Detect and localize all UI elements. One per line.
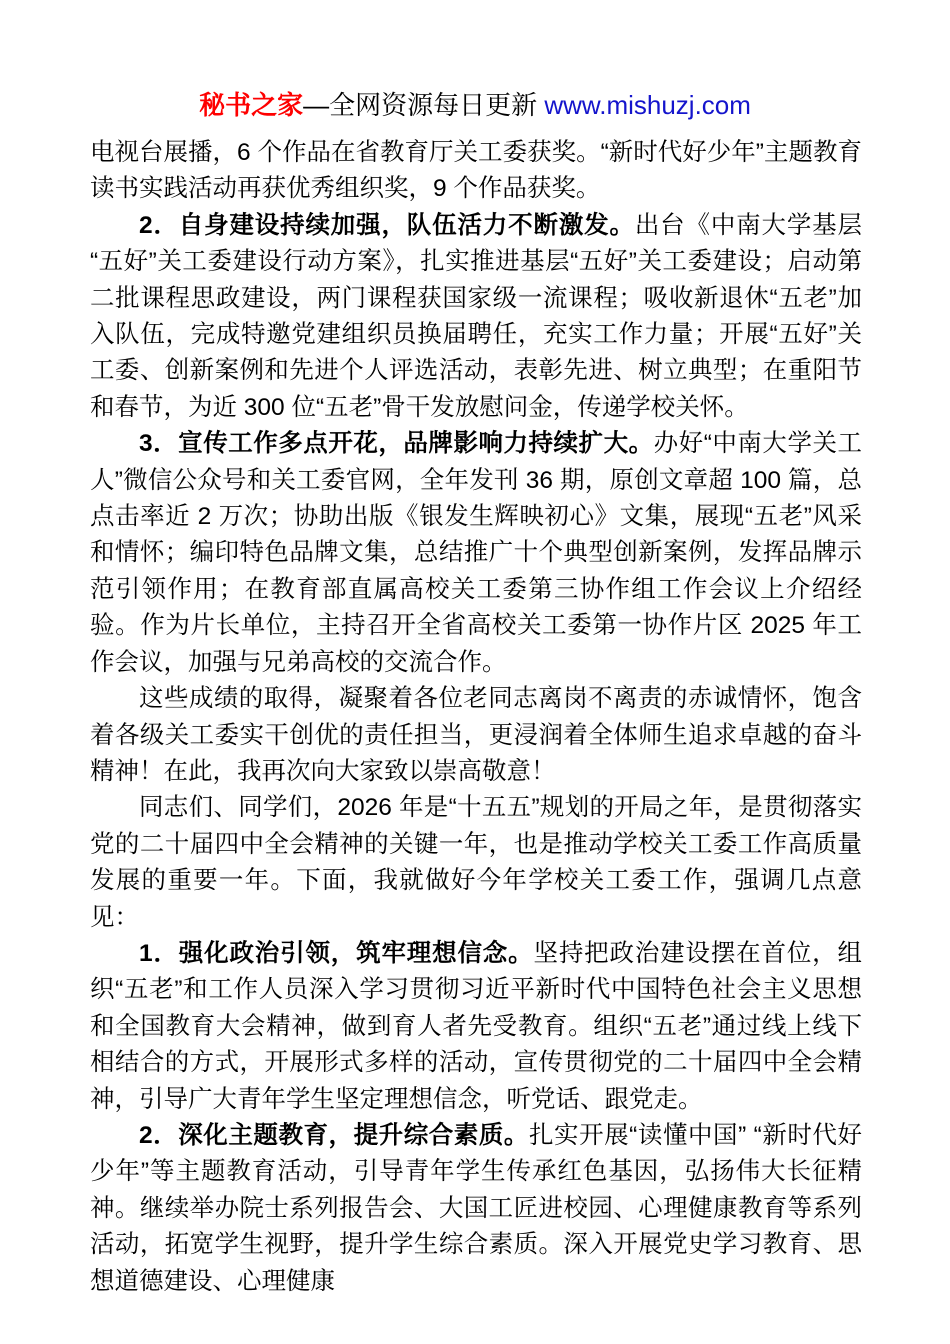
site-tagline: —全网资源每日更新 bbox=[303, 90, 545, 120]
paragraph-text: 扎实开展“读懂中国” “新时代好少年”等主题教育活动，引导青年学生传承红色基因，弘扬伟大长征精神。继续举办院士系列报告会、大国工匠进校园、心理健康教育等系列活动，拓宽学生视野，提升学生综合素质。深入开展党史学习教育、思想道德建设、心理健康 bbox=[90, 1121, 862, 1295]
paragraph-transition bbox=[90, 790, 862, 936]
site-header bbox=[0, 0, 950, 124]
paragraph-text: 同志们、同学们，2026 年是“十五五”规划的开局之年，是贯彻落实党的二十届四中全会精神的关键一年，也是推动学校关工委工作高质量发展的重要一年。下面，我就做好今年学校关工委工作，强调几点意见： bbox=[90, 794, 862, 931]
paragraph-text: 电视台展播，6 个作品在省教育厅关工委获奖。“新时代好少年”主题教育读书实践活动再获优秀组织奖，9 个作品获奖。 bbox=[90, 139, 862, 203]
site-url-link[interactable]: www.mishuzj.com bbox=[544, 90, 751, 120]
paragraph-self-building bbox=[90, 208, 862, 426]
paragraph-heading: 3．宣传工作多点开花，品牌影响力持续扩大。 bbox=[139, 430, 654, 458]
paragraph-heading: 1．强化政治引领，筑牢理想信念。 bbox=[139, 939, 534, 967]
paragraph-political-guidance bbox=[90, 936, 862, 1118]
paragraph-heading: 2．深化主题教育，提升综合素质。 bbox=[139, 1121, 529, 1149]
site-brand: 秘书之家 bbox=[199, 90, 304, 120]
paragraph-publicity bbox=[90, 426, 862, 681]
paragraph-text: 出台《中南大学基层“五好”关工委建设行动方案》，扎实推进基层“五好”关工委建设；启动第二批课程思政建设，两门课程获国家级一流课程；吸收新退休“五老”加入队伍，完成特邀党建组织员换届聘任，充实工作力量；开展“五好”关工委、创新案例和先进个人评选活动，表彰先进、树立典型；在重阳节和春节，为近 300 位“五老”骨干发放慰问金，传递学校关怀。 bbox=[90, 211, 863, 421]
paragraph-text: 办好“中南大学关工人”微信公众号和关工委官网，全年发刊 36 期，原创文章超 100 篇，总点击率近 2 万次；协助出版《银发生辉映初心》文集，展现“五老”风采和情怀；编印特色品牌文集，总结推广十个典型创新案例，发挥品牌示范引领作用；在教育部直属高校关工委第三协作组工作会议上介绍经验。作为片长单位，主持召开全省高校关工委第一协作片区 2025 年工作会议，加强与兄弟高校的交流合作。 bbox=[90, 430, 862, 676]
paragraph-heading: 2．自身建设持续加强，队伍活力不断激发。 bbox=[139, 211, 635, 239]
paragraph-text: 坚持把政治建设摆在首位，组织“五老”和工作人员深入学习贯彻习近平新时代中国特色社会主义思想和全国教育大会精神，做到育人者先受教育。组织“五老”通过线上线下相结合的方式，开展形式多样的活动，宣传贯彻党的二十届四中全会精神，引导广大青年学生坚定理想信念，听党话、跟党走。 bbox=[90, 939, 863, 1113]
paragraph-awards bbox=[90, 135, 862, 208]
paragraph-tribute bbox=[90, 681, 862, 790]
paragraph-text: 这些成绩的取得，凝聚着各位老同志离岗不离责的赤诚情怀，饱含着各级关工委实干创优的责任担当，更浸润着全体师生追求卓越的奋斗精神！在此，我再次向大家致以崇高敬意！ bbox=[90, 685, 862, 785]
document-body bbox=[90, 135, 862, 1300]
paragraph-theme-education bbox=[90, 1118, 862, 1300]
